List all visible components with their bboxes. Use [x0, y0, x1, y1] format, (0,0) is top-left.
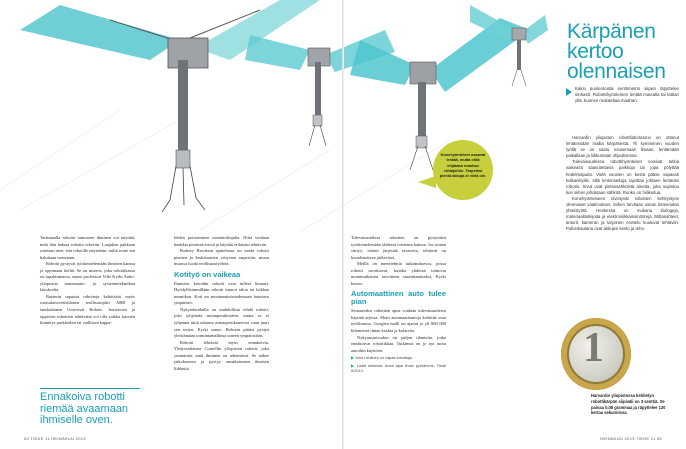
- motion-lines: [0, 110, 450, 232]
- coin-digit: 1: [583, 325, 604, 371]
- body-paragraph: Robotit pystyvät työskentelemään ihmisen kanssa ja oppimaan heiltä. Se on murros, joka robotiikassa on tapahtumassa, sanoo professori Ville Kyrki Aalto-yliopiston automaatio- ja systeemitekniikan laitokselta.: [40, 261, 135, 293]
- body-paragraph: Robotit tehtävät myös ennakoivia. Yhdysvaltaisen Cornellin yliopiston robotti, joka ymmärtää, mitä ihminen on tekemässä. Se näkee jatkokoneen ja pystyy ennakoimaan ihmisen liikkeitä.: [174, 339, 269, 371]
- body-column-2: [174, 235, 269, 372]
- author-credit-text: Juha Lehtinen on vapaa toimittaja.: [354, 356, 413, 361]
- credit-arrow-icon: ▶: [351, 363, 357, 368]
- further-reading-text: Lisää aiheesta: Autot ajaa ilman pyörämme, Tiede 5/2013.: [351, 363, 446, 374]
- credit-arrow-icon: ▶: [351, 356, 355, 361]
- body-paragraph: Seuraavaksi robottien apua voidaan tulevaisuudessa käyttää arjessa. Moni automaattiautoja kehittää osaa teollisuutta. Googlen malli on ajanut jo yli 800 000 kilometriä ilman kuskia ja kolareita.: [351, 308, 446, 334]
- body-paragraph: Ihmisten kotoihin robotit ovat tulleet hitaasti. Hyödyllisimmillään robotti imuroi talon tai leikkaa nurmikon. Koti on moninaatteisuudessaan haastava ympäristö.: [174, 280, 269, 306]
- body-column-1: [40, 235, 135, 327]
- pull-quote: Ennakoiva robotti riemää avaamaan ihmiselle oven.: [40, 388, 140, 427]
- body-paragraph: Meillä on menetelmiä tutkimuksessa, joissa robotit suorittavat, kuinka yhdessä toimivat monimutkaisen tavoitteen saavuttamiseksi, Kyrki kertoo.: [351, 261, 446, 286]
- sidebar-paragraph: Harvardin yliopiston robottilaboratorio on ottanut lentäessään mallia kärpäsestä. Yli kymmenen vuoden työllä se on saatu nousemaan ilmaan, lentämään paikallaan ja liikkumaan ohjauksessa.: [566, 135, 679, 159]
- section-heading: Automaattinen auto tulee pian: [351, 289, 446, 307]
- article-headline: [567, 22, 677, 82]
- author-credit: [351, 356, 446, 362]
- coin-caption: Harvardin yliopistossa kehitetyn robottikärpän siipiväli on 3 senttiä. Se painaa 0,08 grammaa ja räpyttelee 120 kertaa sekunnissa.: [591, 393, 666, 416]
- sidebar-paragraph: Tulevaisuudessa robottihyönteiset voisivat tutkia vaikeasti saavutettavia paikkoja tai jopa pölyttää hedelmäpuita. Vielä vuosien on kestä pääse vapaasti kulkaniityille, sillä lentomatkoja rajoittaa johtaen lentävän robotin, Sivut ovat pietsosähköistä ainetta, joka supistuu kun siihen johdetaan sähköä. Runko on hiilikuitua.: [566, 159, 679, 195]
- body-column-3: [351, 235, 446, 375]
- section-heading: Kotityö on vaikeaa: [174, 269, 241, 279]
- body-paragraph: Tarttumalla robotin tuntoseen ihminen voi näyttää, mitä hän haluaa robotin tekevän. Laajakon pakkaan ostetaan nien, että robotille näytetään, miltä esine sen haluttaan nostetaan.: [40, 235, 135, 260]
- footer-left: 54 TIEDE 11 HEINÄKUU 2013: [24, 436, 86, 441]
- sidebar-body: [566, 135, 679, 233]
- body-paragraph: Tulevaisuudessa robotien on pystyttävä työskentelemään yhdessä toistensa kanssa. Jos toinen siirtyy, toinen järjestää tavaroita, tehtävät on koordinoitava järkevästi.: [351, 235, 446, 260]
- body-paragraph: Rodney Brooksin ajattelussa on tuoda robotti pienten ja keskisuurten yritysten tarpeisiin, muun muassa luoda teollisuustyöhön.: [174, 248, 269, 267]
- body-paragraph: Bazterin tapaisia robotteja kehittävät myös ruotsalaissveitsiläinen teollisuusjätti ABB ja tanskalainen Universal Robots. Joustavien ja oppivien robottien tehtävänä voi olla vaikka kassien kiinnitys purkkeihin tai viallisten kappa-: [40, 293, 135, 326]
- headline-line-2: kertoo olennaisen: [567, 40, 666, 83]
- info-bubble-text: Konehyönteiset osaavat lentää, mutta niitä ohjataan maahan viritajoihin. Tarpeiksi pieniä akkuja ei vielä ole.: [439, 152, 487, 179]
- body-paragraph: Nykytekniikalla on mahdollista tehdä robotti, joka tyhjentää astianpesukoneen, mutta se ei tyhjennä niitä tahansa astianpesukoneesta vaan juuri sen tietyn. Kyrki sanoo. Robotin pitäisi pystyä yleistämään toimintamallinsa uuteen ympäristöön.: [174, 306, 269, 339]
- body-paragraph: leiden poistaminen tuotantolinjalta. Niitä voidaan hankkia pienissä erissä ja käyttää erilaisiin tehtäviin.: [174, 235, 269, 247]
- headline-line-1: Kärpänen: [567, 20, 656, 43]
- article-lead: Kaksi puolentoista senttimetrin siipeä räpyttelee vinhasti. Robottihyönteinen lentää maisalla tai lattian yllä, kunnes mukaeltaa maahan.: [575, 86, 679, 104]
- lead-arrow-icon: [566, 88, 572, 96]
- further-reading: [351, 364, 446, 375]
- sidebar-paragraph: Konehyönteiseen tiivistyvät robottien kehitystyön olennaiset vaatimukset. Siihen tarvitaan usean tieteenalan yhteistyötä. Henkessä on mukana biologeja, materiaalitutkijoita ja elektroniikkainsinöörejä. Mittasuhteet, anturit, kameran ja tarjoinen erottelu kuuluvat tehtäviin. Pullonkaulana ovat akkujen kesto ja teho.: [566, 195, 679, 232]
- page-gutter: [342, 0, 344, 449]
- body-paragraph: Nykyaustoissakin on paljon tilanteita, jotka ennakoivat robotiikkaa. Tutkimus on jo nyt tuotu autoihin käyttöön.: [351, 334, 446, 353]
- footer-right: HEINÄKUU 2013 TIEDE 11 55: [600, 436, 662, 441]
- robot-fly-left: [20, 0, 320, 212]
